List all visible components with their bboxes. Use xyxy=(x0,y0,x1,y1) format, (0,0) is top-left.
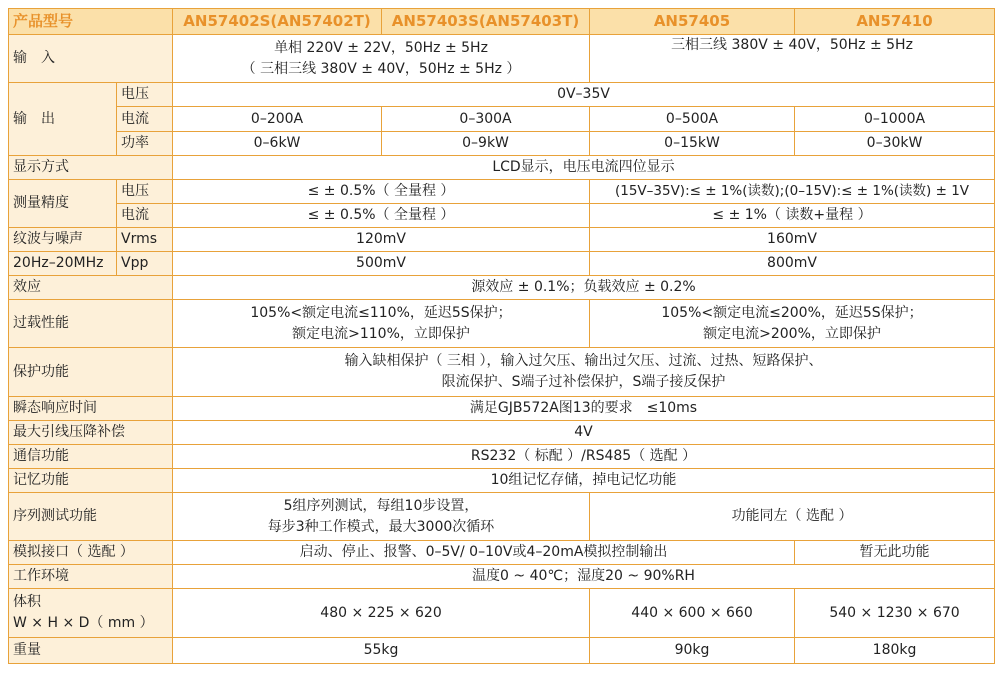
ripple-vrms-value-a: 120mV xyxy=(173,227,590,251)
analog-value-b: 暂无此功能 xyxy=(795,541,995,565)
overload-b-line-2: 额定电流>200%，立即保护 xyxy=(703,325,881,342)
ripple-label: 纹波与噪声 xyxy=(9,227,117,251)
row-effect xyxy=(9,276,995,300)
header-model-an57410: AN57410 xyxy=(795,9,995,35)
row-accuracy-current xyxy=(9,203,995,227)
input-value-single-phase xyxy=(173,35,590,83)
protection-line-1: 输入缺相保护（ 三相 ），输入过欠压、输出过欠压、过流、过热、短路保护、 xyxy=(344,353,823,370)
sequence-label: 序列测试功能 xyxy=(9,493,173,541)
output-current-value: 0–200A xyxy=(173,107,382,131)
overload-a-line-1: 105%<额定电流≤110%，延迟5S保护； xyxy=(250,304,512,321)
output-voltage-label: 电压 xyxy=(117,83,173,107)
transient-label: 瞬态响应时间 xyxy=(9,396,173,420)
row-output-power xyxy=(9,131,995,155)
volume-value-a: 480 × 225 × 620 xyxy=(173,589,590,637)
header-model-label: 产品型号 xyxy=(9,9,173,35)
row-display xyxy=(9,155,995,179)
volume-value-b: 440 × 600 × 660 xyxy=(590,589,795,637)
output-current-value: 0–300A xyxy=(382,107,590,131)
ripple-vrms-value-b: 160mV xyxy=(590,227,995,251)
accuracy-voltage-label: 电压 xyxy=(117,179,173,203)
output-power-value: 0–30kW xyxy=(795,131,995,155)
output-current-label: 电流 xyxy=(117,107,173,131)
sequence-line-2: 每步3种工作模式，最大3000次循环 xyxy=(267,518,495,535)
ripple-vrms-label: Vrms xyxy=(117,227,173,251)
output-voltage-value: 0V–35V xyxy=(173,83,995,107)
row-overload xyxy=(9,300,995,348)
row-analog xyxy=(9,541,995,565)
output-power-value: 0–9kW xyxy=(382,131,590,155)
header-model-an57402s: AN57402S(AN57402T) xyxy=(173,9,382,35)
environment-value: 温度0 ~ 40℃；湿度20 ~ 90%RH xyxy=(173,565,995,589)
overload-value-a xyxy=(173,300,590,348)
overload-value-b xyxy=(590,300,995,348)
memory-value: 10组记忆存储，掉电记忆功能 xyxy=(173,468,995,492)
volume-value-c: 540 × 1230 × 670 xyxy=(795,589,995,637)
accuracy-current-label: 电流 xyxy=(117,203,173,227)
row-accuracy-voltage xyxy=(9,179,995,203)
ripple-vpp-value-b: 800mV xyxy=(590,252,995,276)
weight-value-a: 55kg xyxy=(173,637,590,663)
header-model-an57403s: AN57403S(AN57403T) xyxy=(382,9,590,35)
spec-table xyxy=(8,8,995,664)
ripple-vpp-value-a: 500mV xyxy=(173,252,590,276)
row-weight xyxy=(9,637,995,663)
output-power-value: 0–6kW xyxy=(173,131,382,155)
effect-label: 效应 xyxy=(9,276,173,300)
input-line-2: （ 三相三线 380V ± 40V，50Hz ± 5Hz ） xyxy=(241,60,521,77)
sequence-value-b: 功能同左（ 选配 ） xyxy=(590,493,995,541)
display-value: LCD显示，电压电流四位显示 xyxy=(173,155,995,179)
accuracy-voltage-value-a: ≤ ± 0.5%（ 全量程 ） xyxy=(173,179,590,203)
transient-value: 满足GJB572A图13的要求 ≤10ms xyxy=(173,396,995,420)
weight-label: 重量 xyxy=(9,637,173,663)
weight-value-c: 180kg xyxy=(795,637,995,663)
header-row xyxy=(9,9,995,35)
row-comm xyxy=(9,444,995,468)
display-label: 显示方式 xyxy=(9,155,173,179)
protection-label: 保护功能 xyxy=(9,348,173,396)
row-environment xyxy=(9,565,995,589)
output-power-label: 功率 xyxy=(117,131,173,155)
ripple-vpp-label: Vpp xyxy=(117,252,173,276)
row-sequence xyxy=(9,493,995,541)
output-power-value: 0–15kW xyxy=(590,131,795,155)
comm-label: 通信功能 xyxy=(9,444,173,468)
analog-value-a: 启动、停止、报警、0–5V/ 0–10V或4–20mA模拟控制输出 xyxy=(173,541,795,565)
row-transient xyxy=(9,396,995,420)
accuracy-current-value-b: ≤ ± 1%（ 读数+量程 ） xyxy=(590,203,995,227)
ripple-bandwidth-label: 20Hz–20MHz xyxy=(9,252,117,276)
environment-label: 工作环境 xyxy=(9,565,173,589)
accuracy-current-value-a: ≤ ± 0.5%（ 全量程 ） xyxy=(173,203,590,227)
output-current-value: 0–500A xyxy=(590,107,795,131)
row-memory xyxy=(9,468,995,492)
input-line-1: 单相 220V ± 22V，50Hz ± 5Hz xyxy=(274,39,488,56)
input-label: 输 入 xyxy=(9,35,173,83)
volume-label-line-2: W × H × D（ mm ） xyxy=(13,615,154,631)
comm-value: RS232（ 标配 ）/RS485（ 选配 ） xyxy=(173,444,995,468)
row-ripple-vrms xyxy=(9,227,995,251)
row-volume xyxy=(9,589,995,637)
accuracy-label: 测量精度 xyxy=(9,179,117,227)
output-label: 输 出 xyxy=(9,83,117,155)
overload-label: 过载性能 xyxy=(9,300,173,348)
analog-label: 模拟接口（ 选配 ） xyxy=(9,541,173,565)
memory-label: 记忆功能 xyxy=(9,468,173,492)
row-output-current xyxy=(9,107,995,131)
protection-line-2: 限流保护、S端子过补偿保护，S端子接反保护 xyxy=(441,374,726,391)
header-model-an57405: AN57405 xyxy=(590,9,795,35)
effect-value: 源效应 ± 0.1%；负载效应 ± 0.2% xyxy=(173,276,995,300)
weight-value-b: 90kg xyxy=(590,637,795,663)
row-input xyxy=(9,35,995,83)
sequence-value-a xyxy=(173,493,590,541)
overload-b-line-1: 105%<额定电流≤200%，延迟5S保护； xyxy=(661,304,923,321)
output-current-value: 0–1000A xyxy=(795,107,995,131)
compensation-value: 4V xyxy=(173,420,995,444)
overload-a-line-2: 额定电流>110%，立即保护 xyxy=(292,325,470,342)
row-protection xyxy=(9,348,995,396)
sequence-line-1: 5组序列测试，每组10步设置， xyxy=(283,497,479,514)
volume-label-line-1: 体积 xyxy=(13,594,41,610)
input-value-three-phase: 三相三线 380V ± 40V，50Hz ± 5Hz xyxy=(590,35,995,83)
row-output-voltage xyxy=(9,83,995,107)
row-compensation xyxy=(9,420,995,444)
compensation-label: 最大引线压降补偿 xyxy=(9,420,173,444)
accuracy-voltage-value-b: (15V–35V):≤ ± 1%(读数);(0–15V):≤ ± 1%(读数) ± 1V xyxy=(590,179,995,203)
protection-value xyxy=(173,348,995,396)
volume-label xyxy=(9,589,173,637)
row-ripple-vpp xyxy=(9,252,995,276)
